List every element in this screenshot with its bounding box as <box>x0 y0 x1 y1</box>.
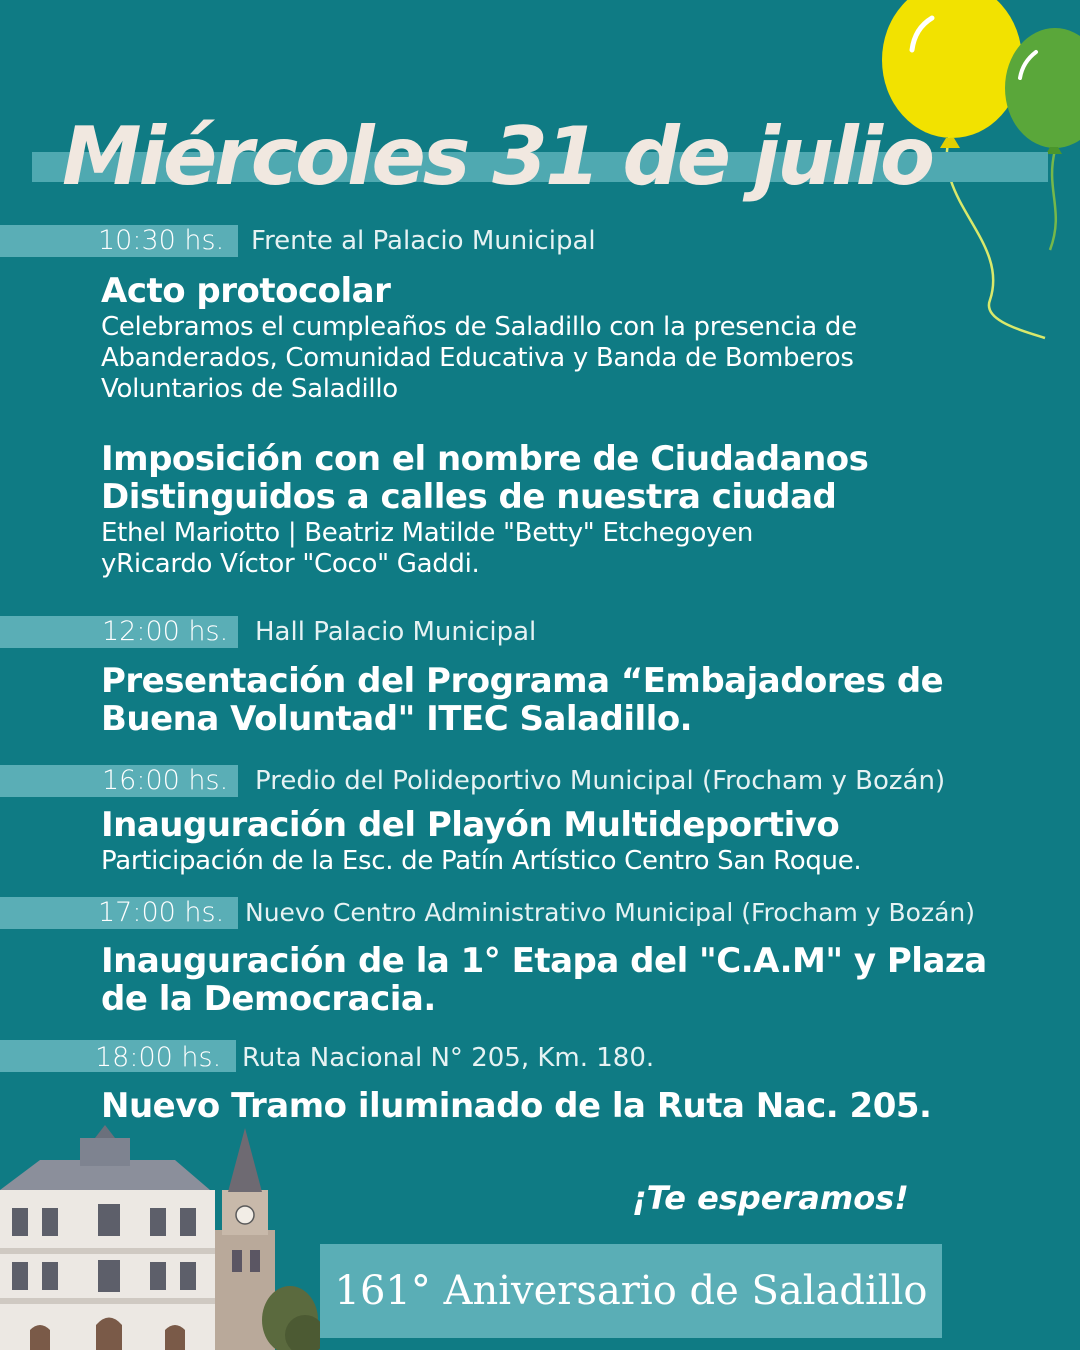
event-location: Frente al Palacio Municipal <box>251 226 596 256</box>
event-location: Ruta Nacional N° 205, Km. 180. <box>242 1043 655 1073</box>
event-title <box>101 440 868 516</box>
anniversary-banner <box>320 1244 942 1338</box>
event-title <box>101 942 987 1018</box>
event-location: Predio del Polideportivo Municipal (Frocham y Bozán) <box>255 766 946 796</box>
anniversary-text: 161° Aniversario de Saladillo <box>334 1268 928 1314</box>
event-title: Inauguración del Playón Multideportivo <box>101 805 840 845</box>
event-time: 12:00 hs. <box>102 616 229 647</box>
page-title: Miércoles 31 de julio <box>62 110 933 203</box>
event-description: Participación de la Esc. de Patín Artístico Centro San Roque. <box>101 846 862 876</box>
event-title: Acto protocolar <box>101 271 391 311</box>
title-line: Imposición con el nombre de Ciudadanos <box>101 439 869 479</box>
description-line: yRicardo Víctor "Coco" Gaddi. <box>101 549 480 579</box>
description-line: Voluntarios de Saladillo <box>101 374 398 404</box>
event-time: 16:00 hs. <box>102 765 229 796</box>
event-title <box>101 662 943 738</box>
title-line: Buena Voluntad" ITEC Saladillo. <box>101 699 693 739</box>
title-line: Distinguidos a calles de nuestra ciudad <box>101 477 837 517</box>
municipal-palace-illustration <box>0 1120 320 1350</box>
title-line: Presentación del Programa “Embajadores de <box>101 661 944 701</box>
description-line: Ethel Mariotto | Beatriz Matilde "Betty" Etchegoyen <box>101 518 754 548</box>
event-time: 18:00 hs. <box>95 1042 222 1073</box>
event-time: 10:30 hs. <box>98 225 225 256</box>
event-description <box>101 518 753 580</box>
event-description <box>101 312 857 405</box>
event-title: Nuevo Tramo iluminado de la Ruta Nac. 205. <box>101 1086 932 1126</box>
title-line: Inauguración de la 1° Etapa del "C.A.M" y Plaza <box>101 941 987 981</box>
closing-message: ¡Te esperamos! <box>632 1179 909 1217</box>
event-location: Nuevo Centro Administrativo Municipal (Frocham y Bozán) <box>245 898 976 927</box>
description-line: Celebramos el cumpleaños de Saladillo con la presencia de <box>101 312 857 342</box>
event-location: Hall Palacio Municipal <box>255 617 537 647</box>
title-line: de la Democracia. <box>101 979 436 1019</box>
event-time: 17:00 hs. <box>98 897 225 928</box>
description-line: Abanderados, Comunidad Educativa y Banda de Bomberos <box>101 343 854 373</box>
